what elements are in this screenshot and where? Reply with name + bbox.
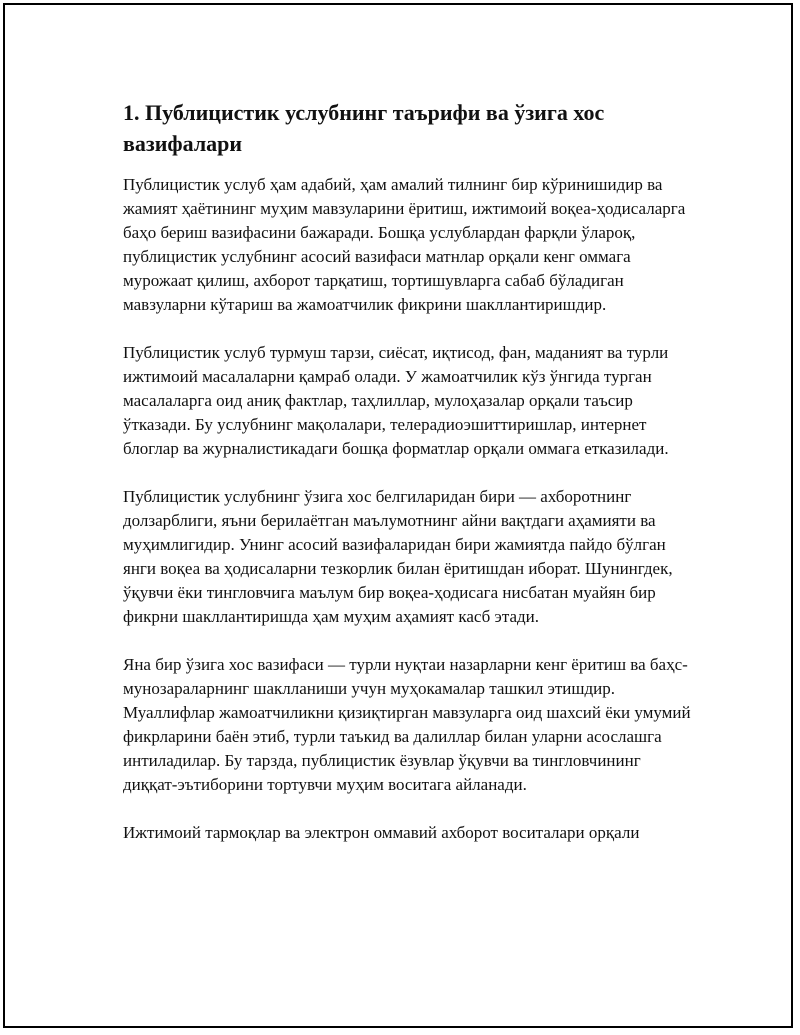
paragraph-3: Публицистик услубнинг ўзига хос белгиларидан бири — ахборотнинг долзарблиги, яъни берилаётган маълумотнинг айни вақтдаги аҳамияти ва муҳимлигидир. Унинг асосий вазифаларидан бири жамиятда пайдо бўлган янги воқеа ва ҳодисаларни тезкорлик билан ёритишдан иборат. Шунингдек, ўқувчи ёки тингловчига маълум бир воқеа-ҳодисага нисбатан муайян бир фикрни шакллантиришда ҳам муҳим аҳамият касб этади. [123,487,673,626]
paragraph-2: Публицистик услуб турмуш тарзи, сиёсат, иқтисод, фан, маданият ва турли ижтимоий масалаларни қамраб олади. У жамоатчилик кўз ўнгида турган масалаларга оид аниқ фактлар, таҳлиллар, мулоҳазалар орқали таъсир ўтказади. Бу услубнинг мақолалари, телерадиоэшиттиришлар, интернет блоглар ва журналистикадаги бошқа форматлар орқали оммага етказилади. [123,343,669,458]
page-frame [3,3,793,1028]
paragraph-4: Яна бир ўзига хос вазифаси — турли нуқтаи назарларни кенг ёритиш ва баҳс-мунозараларнинг шаклланиши учун муҳокамалар ташкил этишдир. Муаллифлар жамоатчиликни қизиқтирган мавзуларга оид шахсий ёки умумий фикрларини баён этиб, турли таъкид ва далиллар билан уларни асослашга интиладилар. Бу тарзда, публицистик ёзувлар ўқувчи ва тингловчининг диққат-эътиборини тортувчи муҳим воситага айланади. [123,655,691,794]
section-heading: 1. Публицистик услубнинг таърифи ва ўзига хос вазифалари [123,100,605,156]
document-body [123,97,695,869]
paragraph-5: Ижтимоий тармоқлар ва электрон оммавий ахборот воситалари орқали [123,823,640,842]
paragraph-1: Публицистик услуб ҳам адабий, ҳам амалий тилнинг бир кўринишидир ва жамият ҳаётининг муҳим мавзуларини ёритиш, ижтимоий воқеа-ҳодисаларга баҳо бериш вазифасини бажаради. Бошқа услублардан фарқли ўлароқ, публицистик услубнинг асосий вазифаси матнлар орқали кенг оммага мурожаат қилиш, ахборот тарқатиш, тортишувларга сабаб бўладиган мавзуларни кўтариш ва жамоатчилик фикрини шакллантиришдир. [123,175,686,314]
